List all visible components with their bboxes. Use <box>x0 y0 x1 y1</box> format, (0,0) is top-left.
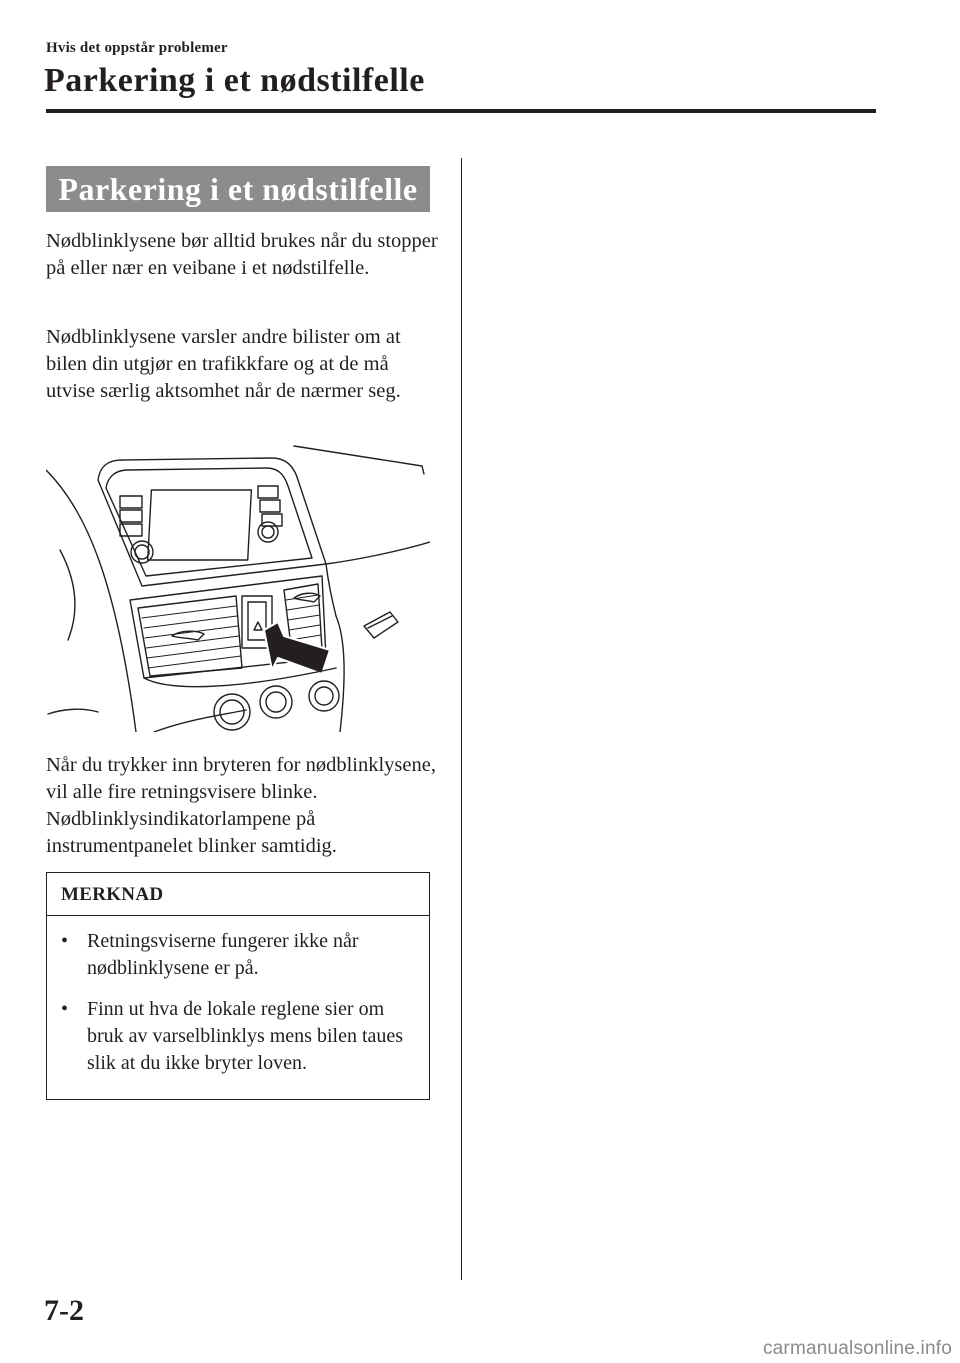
paragraph-hazard-purpose: Nødblinklysene varsler andre bilister om at bilen din utgjør en trafikkfare og at de må utvise særlig aktsomhet når de nærmer seg. <box>46 326 401 402</box>
note-item-text: Finn ut hva de lokale reglene sier om bruk av varselblinklys mens bilen taues slik at du ikke bryter loven. <box>87 998 404 1074</box>
note-item <box>61 928 415 982</box>
page-number: 7-2 <box>44 1294 84 1327</box>
chapter-label: Hvis det oppstår problemer <box>46 40 228 56</box>
note-box <box>46 872 430 1100</box>
note-list <box>47 916 429 1077</box>
note-item <box>61 996 415 1077</box>
section-heading: Parkering i et nødstilfelle <box>46 166 430 212</box>
paragraph-hazard-usage: Nødblinklysene bør alltid brukes når du stopper på eller nær en veibane i et nødstilfelle. <box>46 230 438 279</box>
page-title: Parkering i et nødstilfelle <box>44 62 425 99</box>
title-rule <box>46 109 876 113</box>
bullet-icon: • <box>61 998 69 1020</box>
dashboard-hazard-switch-illustration <box>46 440 430 732</box>
watermark: carmanualsonline.info <box>762 1338 952 1359</box>
note-heading: MERKNAD <box>47 873 429 916</box>
column-divider <box>461 158 462 1280</box>
bullet-icon: • <box>61 930 69 952</box>
note-item-text: Retningsviserne fungerer ikke når nødblinklysene er på. <box>87 930 359 979</box>
paragraph-hazard-switch: Når du trykker inn bryteren for nødblinklysene, vil alle fire retningsvisere blinke. Nødblinklysindikatorlampene på instrumentpanelet blinker samtidig. <box>46 754 436 857</box>
